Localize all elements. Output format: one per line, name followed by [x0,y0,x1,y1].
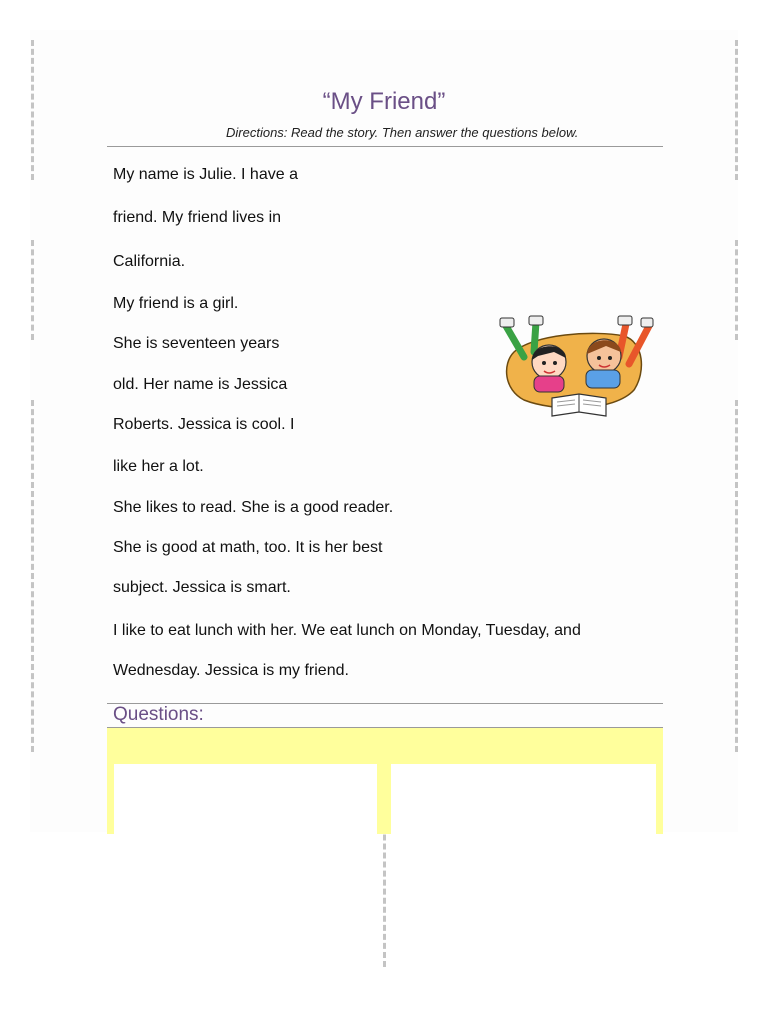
questions-heading: Questions: [113,704,204,725]
story-line: I like to eat lunch with her. We eat lunch on Monday, Tuesday, and [113,622,581,639]
question-box-left[interactable] [114,764,377,834]
story-line: California. [113,253,186,270]
questions-header-band [107,728,663,764]
directions-text: Directions: Read the story. Then answer the questions below. [226,125,579,140]
story-line: like her a lot. [113,458,204,475]
cut-mark-left-2 [31,240,34,340]
question-box-center-edge [377,764,391,834]
question-box-right[interactable] [391,764,656,834]
story-line: She is good at math, too. It is her best [113,539,383,556]
story-line: My friend is a girl. [113,295,239,312]
story-line: subject. Jessica is smart. [113,579,291,596]
story-line: She is seventeen years [113,335,280,352]
title-divider [107,146,663,147]
question-box-right-edge [656,764,663,834]
worksheet-title: “My Friend” [322,88,446,115]
story-line: Roberts. Jessica is cool. I [113,416,295,433]
cut-mark-right-2 [735,240,738,340]
question-box-left-edge [107,764,114,834]
story-line: My name is Julie. I have a [113,166,298,183]
kids-reading-book-icon [494,312,654,427]
story-line: friend. My friend lives in [113,209,282,226]
story-line: She likes to read. She is a good reader. [113,499,394,516]
story-line: old. Her name is Jessica [113,376,288,393]
story-line: Wednesday. Jessica is my friend. [113,662,349,679]
cut-mark-right-3 [735,400,738,752]
cut-mark-left-3 [31,400,34,752]
